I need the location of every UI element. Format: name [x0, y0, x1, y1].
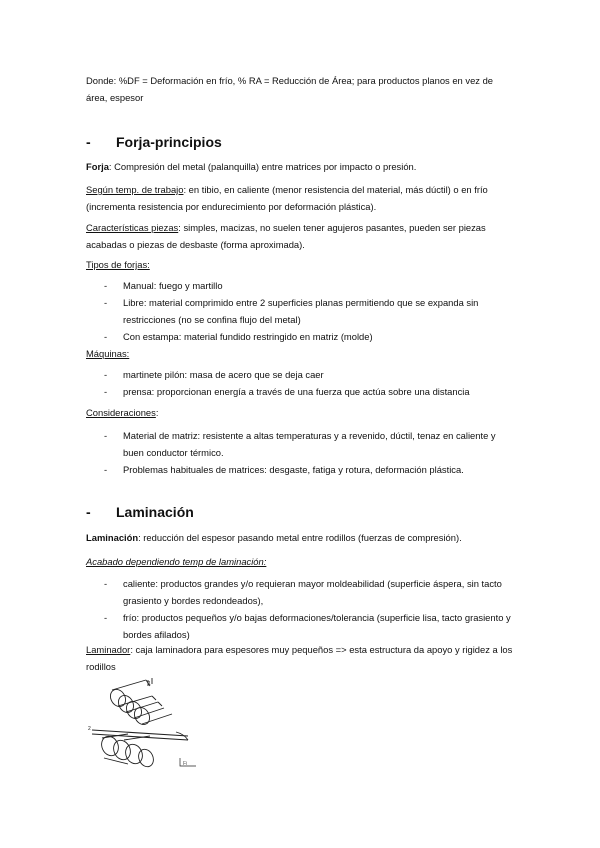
forja-heading — [86, 133, 222, 151]
heading-dash: - — [86, 504, 91, 520]
term: Forja — [86, 161, 109, 172]
forja-characteristics: Características piezas: simples, macizas, no suelen tener agujeros pasantes, pueden ser piezas acabadas o piezas de desbaste (forma aproximada). — [86, 222, 486, 250]
list-item: - Con estampa: material fundido restringido en matriz (molde) — [104, 328, 516, 345]
acabado-list — [104, 575, 516, 643]
term: Laminador — [86, 644, 131, 655]
term: Características piezas — [86, 222, 179, 233]
term: Laminación — [86, 532, 139, 543]
tipos-list — [104, 277, 516, 345]
intro-paragraph: Donde: %DF = Deformación en frío, % RA = Reducción de Área; para productos planos en vez de área, espesor — [86, 75, 493, 103]
heading-text: Laminación — [116, 504, 194, 520]
acabado-title: Acabado dependiendo temp de laminación: — [86, 556, 267, 567]
consideraciones-list — [104, 427, 516, 478]
list-item: - caliente: productos grandes y/o requieran mayor moldeabilidad (superficie áspera, sin tacto grasiento y bordes redondeados), — [104, 575, 516, 609]
consideraciones-title: Consideraciones: — [86, 407, 159, 418]
figure-label: Fi — [183, 761, 188, 767]
list-item: - Manual: fuego y martillo — [104, 277, 516, 294]
heading-dash: - — [86, 134, 91, 150]
lower-rolls — [99, 734, 157, 768]
forja-definition: Forja: Compresión del metal (palanquilla) entre matrices por impacto o presión. — [86, 161, 417, 172]
list-item: - Problemas habituales de matrices: desgaste, fatiga y rotura, deformación plástica. — [104, 461, 516, 478]
upper-rolls — [107, 680, 172, 727]
rolling-mill-figure — [88, 678, 196, 768]
list-item: - Material de matriz: resistente a altas temperaturas y a revenido, dúctil, tenaz en caliente y buen conductor térmico. — [104, 427, 516, 461]
list-item: - martinete pilón: masa de acero que se deja caer — [104, 366, 516, 383]
list-item: - frío: productos pequeños y/o bajas deformaciones/tolerancia (superficie lisa, tacto grasiento y bordes afilados) — [104, 609, 516, 643]
maquinas-title: Máquinas: — [86, 348, 130, 359]
list-item: - prensa: proporcionan energía a través de una fuerza que actúa sobre una distancia — [104, 383, 516, 400]
laminador-paragraph: Laminador: caja laminadora para espesores muy pequeños => esta estructura da apoyo y rigidez a los rodillos — [86, 644, 513, 672]
laminacion-definition: Laminación: reducción del espesor pasando metal entre rodillos (fuerzas de compresión). — [86, 532, 462, 543]
laminacion-heading — [86, 503, 194, 521]
maquinas-list — [104, 366, 516, 400]
tipos-title: Tipos de forjas: — [86, 259, 150, 270]
forja-temperature: Según temp. de trabajo: en tibio, en caliente (menor resistencia del material, más dúctil) o en frío (incrementa resistencia por endurecimiento por deformación plástica). — [86, 184, 488, 212]
figure-label: 1 — [148, 681, 151, 687]
term: Según temp. de trabajo — [86, 184, 184, 195]
figure-label: 2 — [88, 726, 91, 732]
list-item: - Libre: material comprimido entre 2 superficies planas permitiendo que se expanda sin restricciones (no se confina flujo del metal) — [104, 294, 516, 328]
metal-strip — [92, 730, 188, 740]
heading-text: Forja-principios — [116, 134, 222, 150]
